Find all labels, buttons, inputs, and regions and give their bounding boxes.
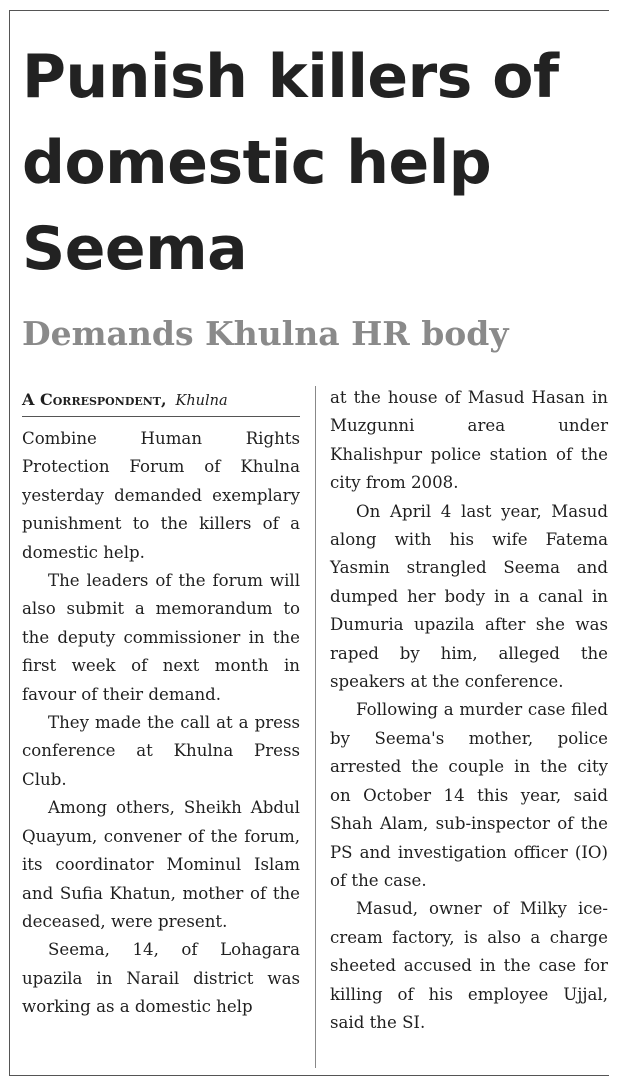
subheadline: Demands Khulna HR body <box>22 314 509 353</box>
paragraph: Among others, Sheikh Abdul Quayum, convener of the forum, its coordinator Mominul Islam and Sufia Khatun, mother of the deceased, were present. <box>22 798 300 931</box>
paragraph: They made the call at a press conference at Khulna Press Club. <box>22 713 300 789</box>
column-right <box>330 384 608 1037</box>
bottom-rule <box>10 1075 609 1076</box>
paragraph: On April 4 last year, Masud along with his wife Fatema Yasmin strangled Seema and dumped her body in a canal in Dumuria upazila after she was raped by him, alleged the speakers at the conference. <box>330 501 608 692</box>
paragraph: The leaders of the forum will also submit a memorandum to the deputy commissioner in the first week of next month in favour of their demand. <box>22 571 300 704</box>
left-rule <box>9 10 10 1076</box>
paragraph: Seema, 14, of Lohagara upazila in Narail district was working as a domestic help <box>22 940 300 1017</box>
headline: Punish killers of domestic help Seema <box>22 42 559 284</box>
paragraph: Combine Human Rights Protection Forum of Khulna yesterday demanded exemplary punishment to the killers of a domestic help. <box>22 429 300 562</box>
byline-location: Khulna <box>175 393 228 409</box>
paragraph: Masud, owner of Milky ice-cream factory, is also a charge sheeted accused in the case for killing of his employee Ujjal, said the SI. <box>330 899 608 1032</box>
paragraph: at the house of Masud Hasan in Muzgunni area under Khalishpur police station of the city from 2008. <box>330 388 608 493</box>
top-rule <box>10 10 609 11</box>
column-left <box>22 384 300 1022</box>
byline-name: A Correspondent, <box>22 390 167 409</box>
paragraph: Following a murder case filed by Seema's mother, police arrested the couple in the city on October 14 this year, said Shah Alam, sub-inspector of the PS and investigation officer (IO) of the case. <box>330 700 608 890</box>
byline <box>22 384 300 417</box>
column-divider <box>315 386 316 1068</box>
